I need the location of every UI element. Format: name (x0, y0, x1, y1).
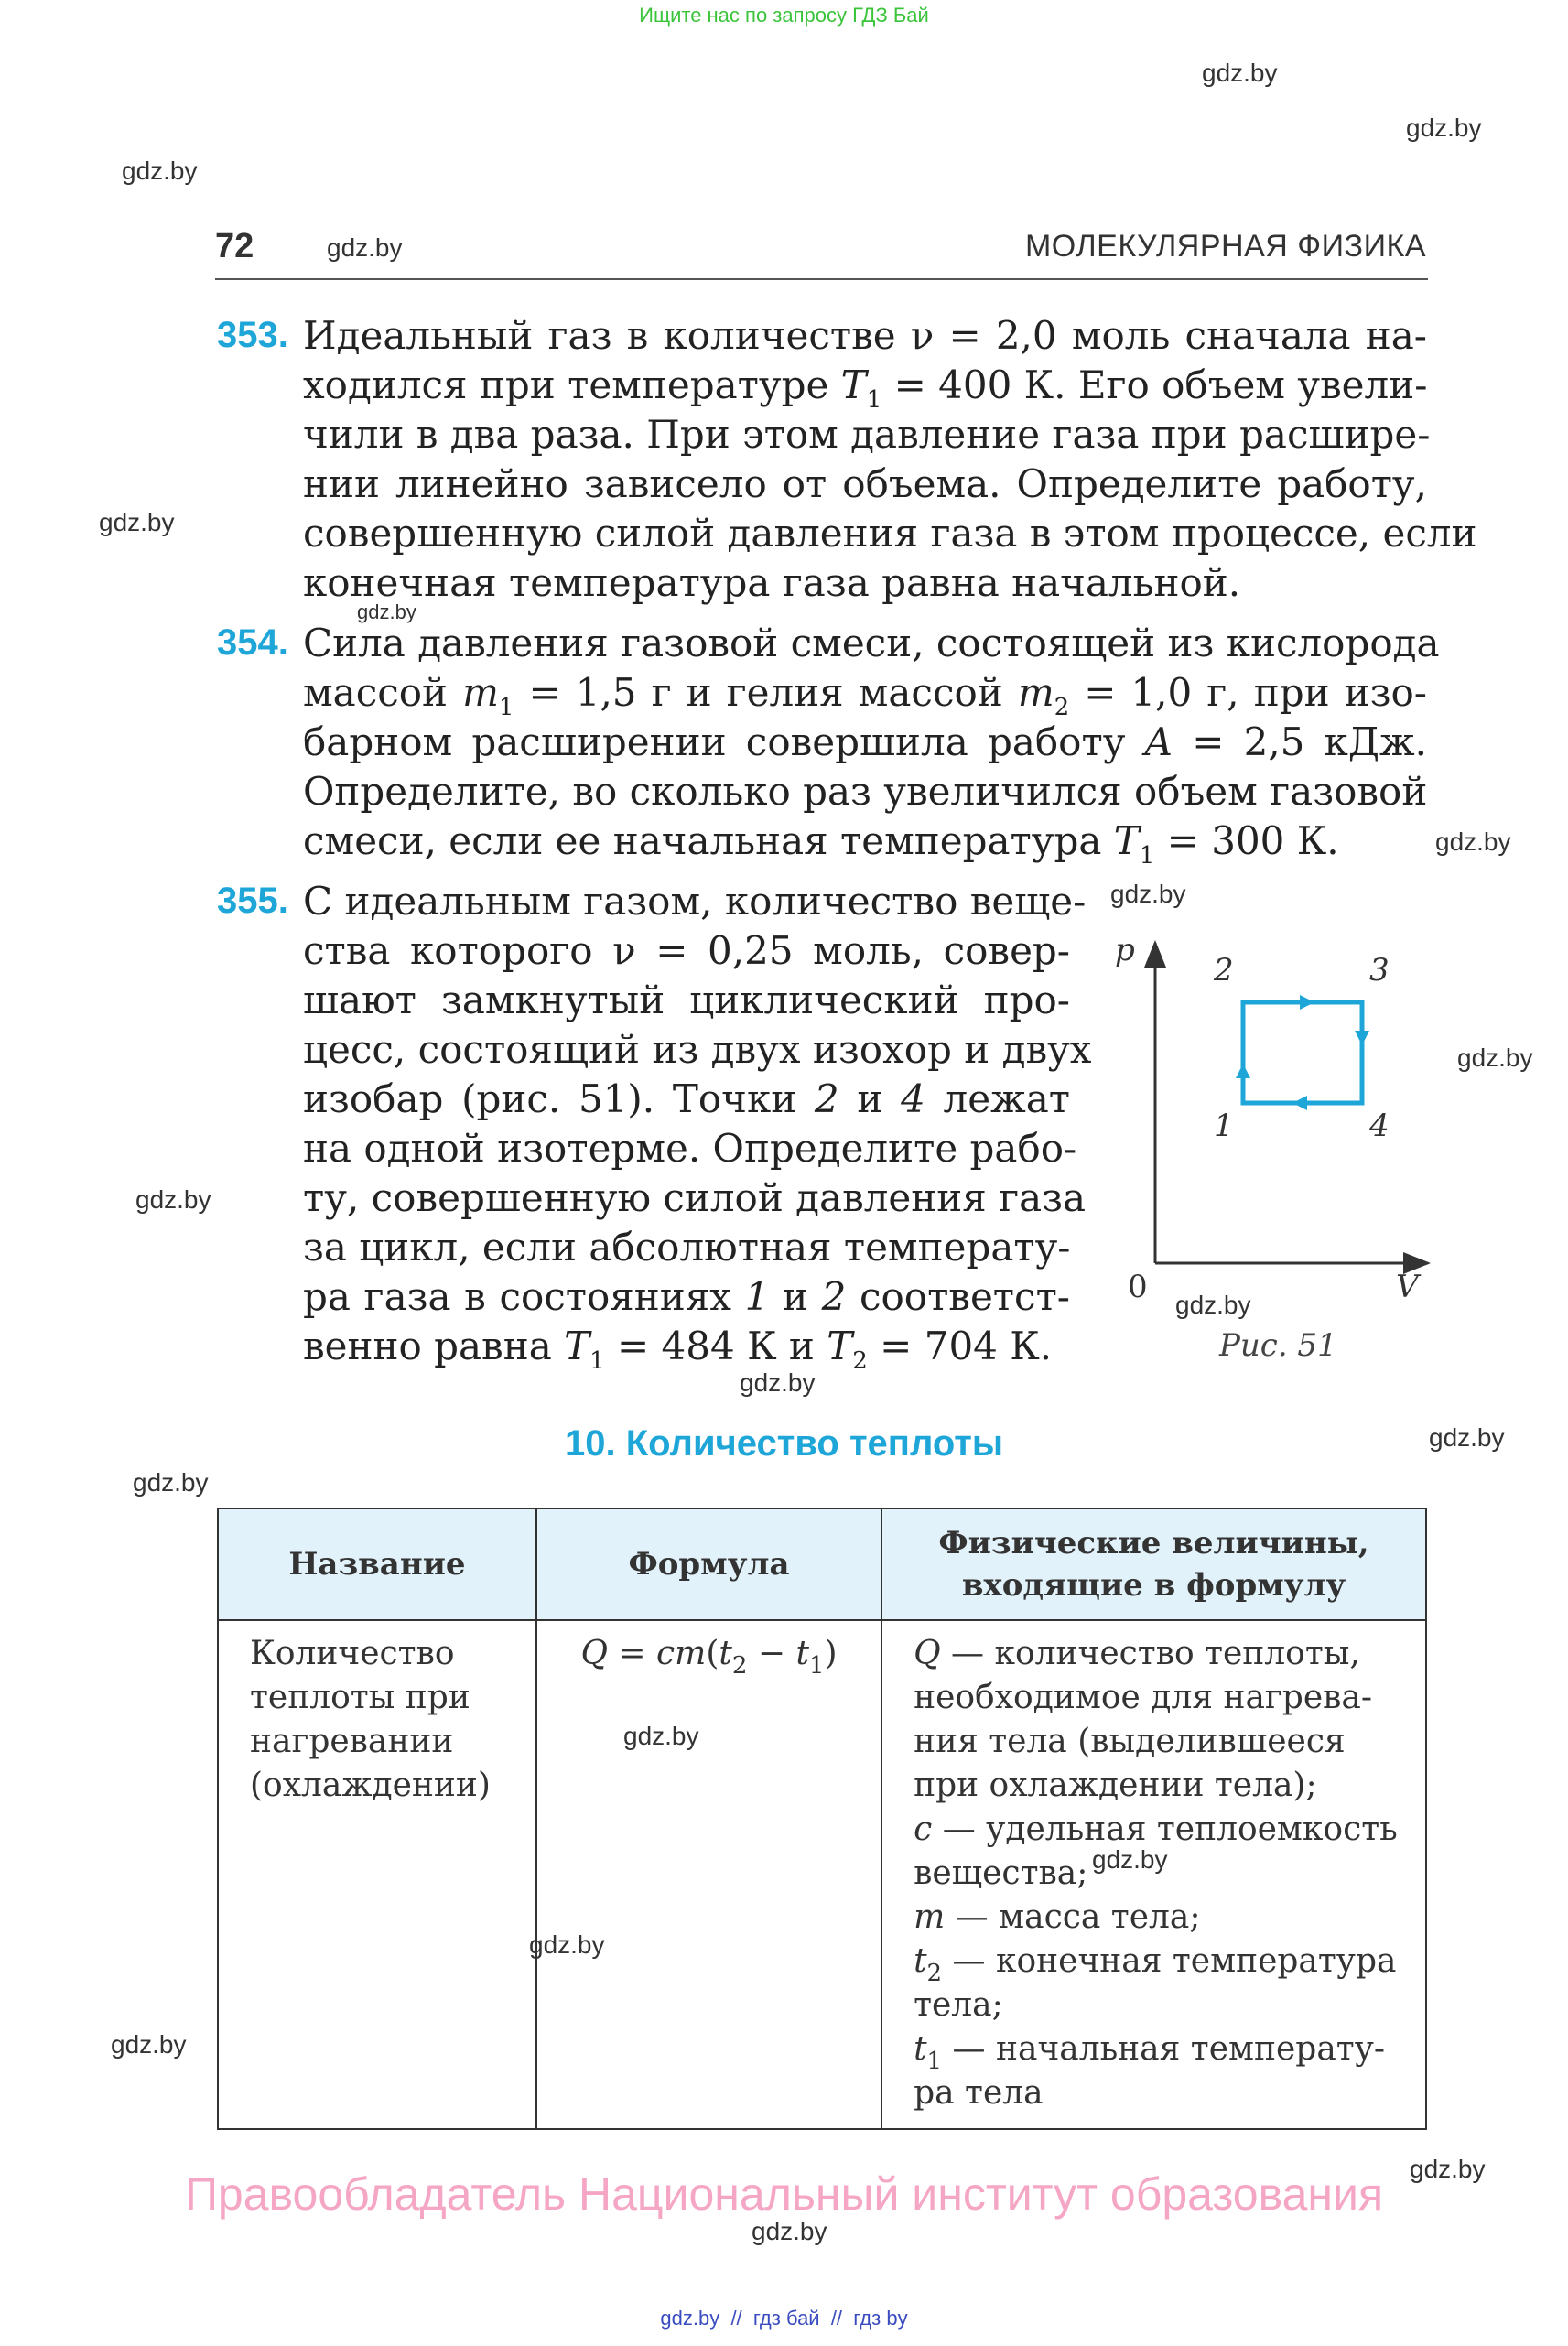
quantity-text: необходимое для нагрева- (914, 1679, 1373, 1716)
quantity-line (914, 1764, 1403, 1808)
quantity-symbol: t (914, 2030, 927, 2068)
quantity-symbol: t (914, 1942, 927, 1980)
cycle-rectangle (1243, 1002, 1362, 1103)
quantity-subscript: 2 (926, 1960, 943, 1987)
arrow-4-1-icon (1292, 1096, 1307, 1110)
quantity-subscript: 1 (926, 2048, 943, 2075)
watermark: gdz.by (122, 157, 198, 185)
quantity-line (914, 1984, 1403, 2027)
watermark: gdz.by (327, 233, 403, 262)
watermark: gdz.by (111, 2030, 187, 2059)
watermark: gdz.by (99, 508, 175, 536)
formula: $Q = cm(t_2 - t_1)$ (580, 1635, 838, 1680)
top-banner[interactable]: Ищите нас по запросу ГДЗ Бай (639, 4, 929, 27)
watermark: gdz.by (740, 1368, 816, 1397)
quantity-text: — масса тела; (945, 1898, 1201, 1936)
watermark: gdz.by (752, 2217, 827, 2245)
watermark: gdz.by (1435, 827, 1511, 856)
point-label: 3 (1369, 952, 1390, 989)
quantity-text: при охлаждении тела); (914, 1767, 1317, 1804)
quantity-line (914, 1896, 1403, 1940)
watermark: gdz.by (623, 1722, 699, 1750)
figure-pv-cycle (1098, 906, 1446, 1382)
chapter-heading: 10. Количество теплоты (564, 1423, 1004, 1464)
header-quantities: Физические величины, входящие в формулу (881, 1508, 1426, 1620)
watermark: gdz.by (1202, 59, 1278, 87)
watermark: gdz.by (1110, 880, 1186, 908)
quantity-symbol: m (914, 1898, 946, 1936)
quantity-text: — количество теплоты, (940, 1635, 1360, 1672)
arrow-3-4-icon (1355, 1031, 1369, 1045)
point-label: 4 (1369, 1108, 1390, 1144)
watermark: gdz.by (1457, 1043, 1533, 1072)
watermark: gdz.by (1410, 2155, 1486, 2183)
table-header-row (218, 1508, 1426, 1620)
quantity-text: вещества; (914, 1854, 1088, 1892)
watermark: gdz.by (357, 600, 416, 623)
cell-name: Количество теплоты при нагревании (охлаждении) (218, 1620, 536, 2129)
quantity-symbol: Q (914, 1635, 941, 1672)
header-formula: Формула (536, 1508, 881, 1620)
watermark: gdz.by (529, 1930, 605, 1959)
quantity-line (914, 2071, 1403, 2115)
formula-table (217, 1508, 1427, 2130)
figure-caption: Рис. 51 (1219, 1327, 1337, 1364)
point-label: 1 (1214, 1108, 1234, 1144)
quantity-text: тела; (914, 1986, 1003, 2024)
problem-number: 354. (217, 622, 288, 663)
quantity-text: — удельная теплоемкость (932, 1811, 1398, 1848)
origin-label: 0 (1128, 1269, 1148, 1305)
quantity-text: — конечная температура (942, 1942, 1397, 1980)
watermark: gdz.by (1092, 1845, 1168, 1874)
table-row (218, 1620, 1426, 2129)
quantity-line (914, 1940, 1403, 1987)
watermark: gdz.by (1429, 1423, 1505, 1452)
quantity-symbol: c (914, 1811, 933, 1848)
axis-label-p: p (1115, 932, 1135, 968)
cell-quantities (881, 1620, 1426, 2129)
quantity-text: — начальная температу- (942, 2030, 1386, 2068)
cell-formula (536, 1620, 881, 2129)
watermark: gdz.by (133, 1468, 209, 1497)
quantity-line (914, 1676, 1403, 1720)
header-rule (215, 278, 1428, 280)
watermark: gdz.by (135, 1185, 211, 1214)
quantity-text: ра тела (914, 2074, 1044, 2112)
quantity-line (914, 2027, 1403, 2075)
footer-links[interactable]: gdz.by // гдз бай // гдз by (660, 2307, 908, 2330)
arrow-1-2-icon (1236, 1064, 1250, 1078)
quantity-line (914, 1808, 1403, 1852)
quantity-text: ния тела (выделившееся (914, 1723, 1346, 1760)
page-number: 72 (215, 227, 254, 265)
watermark: gdz.by (1175, 1291, 1251, 1319)
arrow-2-3-icon (1300, 995, 1314, 1010)
watermark: gdz.by (1406, 114, 1482, 142)
quantity-line (914, 1852, 1403, 1896)
header-name: Название (218, 1508, 536, 1620)
section-title: МОЛЕКУЛЯРНАЯ ФИЗИКА (1024, 229, 1426, 264)
quantity-line (914, 1632, 1403, 1676)
problem-number: 353. (217, 315, 288, 355)
axis-label-v: V (1396, 1269, 1419, 1305)
quantity-line (914, 1720, 1403, 1764)
rights-holder: Правообладатель Национальный институт образования (184, 2168, 1384, 2220)
problem-number: 355. (217, 881, 288, 921)
point-label: 2 (1214, 952, 1234, 989)
